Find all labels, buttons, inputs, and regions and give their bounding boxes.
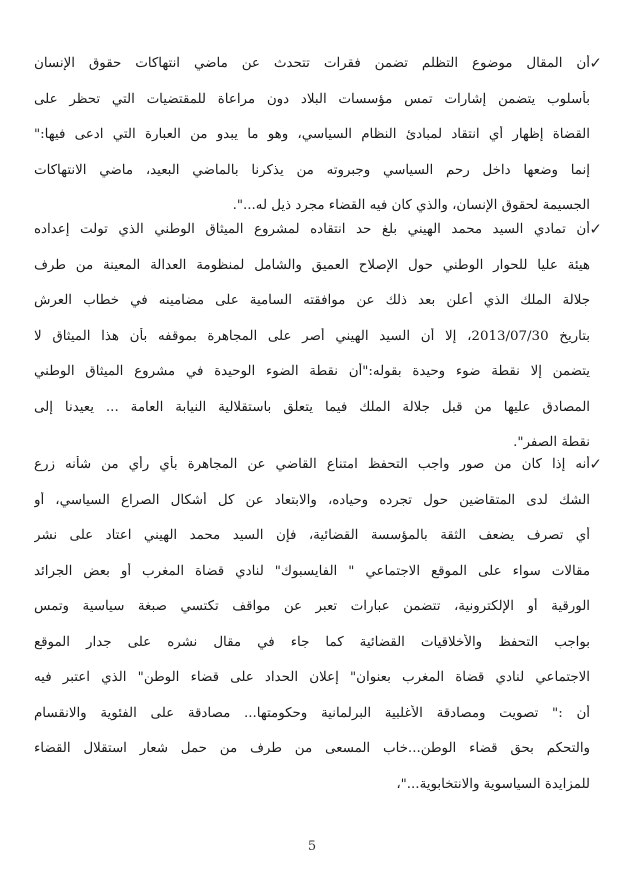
checkmark-icon: ✓ [589, 220, 602, 238]
paragraph-line: الورقية أو الإلكترونية، تتضمن عبارات تعبر عن مواقف تكتسي صبغة سياسية وتمس [34, 599, 590, 614]
bullet-paragraph-1 [34, 54, 602, 233]
paragraph-line: أن المقال موضوع التظلم تضمن فقرات تتحدث عن ماضي انتهاكات حقوق الإنسان [34, 56, 590, 71]
paragraph-line: للمزايدة السياسوية والانتخابوية..."، [396, 776, 590, 792]
paragraph-line: القضاة إظهار أي انتقاد لمبادئ النظام السياسي، وهو ما يبدو من العبارة التي ادعى فيها:" [34, 127, 590, 142]
paragraph-line: مقالات سواء على الموقع الاجتماعي " الفايسبوك" لنادي قضاة المغرب أو بعض الجرائد [34, 563, 590, 579]
paragraph-line: أن :" تصويت ومصادقة الأغلبية البرلمانية وحكومتها... مصادقة على الفئوية والانقسام [34, 705, 590, 721]
paragraph-line: بتاريخ 2013/07/30، إلا أن السيد الهيني أصر على المجاهرة بموقفه بأن هذا الميثاق لا [34, 328, 590, 344]
paragraph-line: يتضمن إلا نقطة ضوء وحيدة بقوله:"أن نقطة الضوء الوحيدة في مشروع الميثاق الوطني [34, 364, 590, 379]
paragraph-line: جلالة الملك الذي أعلن بعد ذلك عن موافقته السامية على مضامينه في خطاب العرش [34, 293, 590, 308]
paragraph-line: الجسيمة لحقوق الإنسان، والذي كان فيه القضاء مجرد ذيل له...". [232, 198, 590, 213]
bullet-paragraph-3 [34, 455, 602, 811]
paragraph-line: بواجب التحفظ والأخلاقيات القضائية كما جاء في مقال نشره على جدار الموقع [34, 634, 590, 650]
paragraph-line: الشك لدى المتقاضين حول تجرده وحياده، والابتعاد عن كل أشكال الصراع السياسي، أو [34, 492, 590, 508]
bullet-paragraph-2 [34, 220, 602, 470]
paragraph-line: بأسلوب يتضمن إشارات تمس مؤسسات البلاد دون مراعاة للمقتضيات التي تحظر على [34, 91, 590, 107]
checkmark-icon: ✓ [589, 54, 602, 72]
paragraph-line: نقطة الصفر". [513, 435, 590, 450]
paragraph-line: إنما وضعها داخل رحم السياسي وجبروته من يذكرنا بالماضي البعيد، ماضي الانتهاكات [34, 162, 590, 178]
paragraph-line: والتحكم بحق قضاء الوطن...خاب المسعى من طرف من حمل شعار استقلال القضاء [34, 741, 590, 756]
paragraph-line: المصادق عليها من قبل جلالة الملك فيما يتعلق باستقلالية النيابة العامة ... يعيدنا إلى [34, 399, 590, 415]
paragraph-line: أنه إذا كان من صور واجب التحفظ امتناع القاضي عن المجاهرة بأي رأي من شأنه زرع [34, 457, 590, 472]
page-number: 5 [307, 839, 317, 854]
paragraph-line: أن تمادي السيد محمد الهيني بلغ حد انتقاده لمشروع الميثاق الوطني الذي تولت إعداده [34, 222, 590, 237]
checkmark-icon: ✓ [589, 455, 602, 473]
paragraph-line: أي تصرف يضعف الثقة بالمؤسسة القضائية، فإن السيد محمد الهيني اعتاد على نشر [34, 528, 590, 543]
paragraph-line: هيئة عليا للحوار الوطني حول الإصلاح العميق والشامل لمنظومة العدالة المعينة من طرف [34, 257, 590, 273]
paragraph-line: الاجتماعي لنادي قضاة المغرب بعنوان" إعلان الحداد على قضاء الوطن" الذي اعتبر فيه [34, 670, 590, 685]
